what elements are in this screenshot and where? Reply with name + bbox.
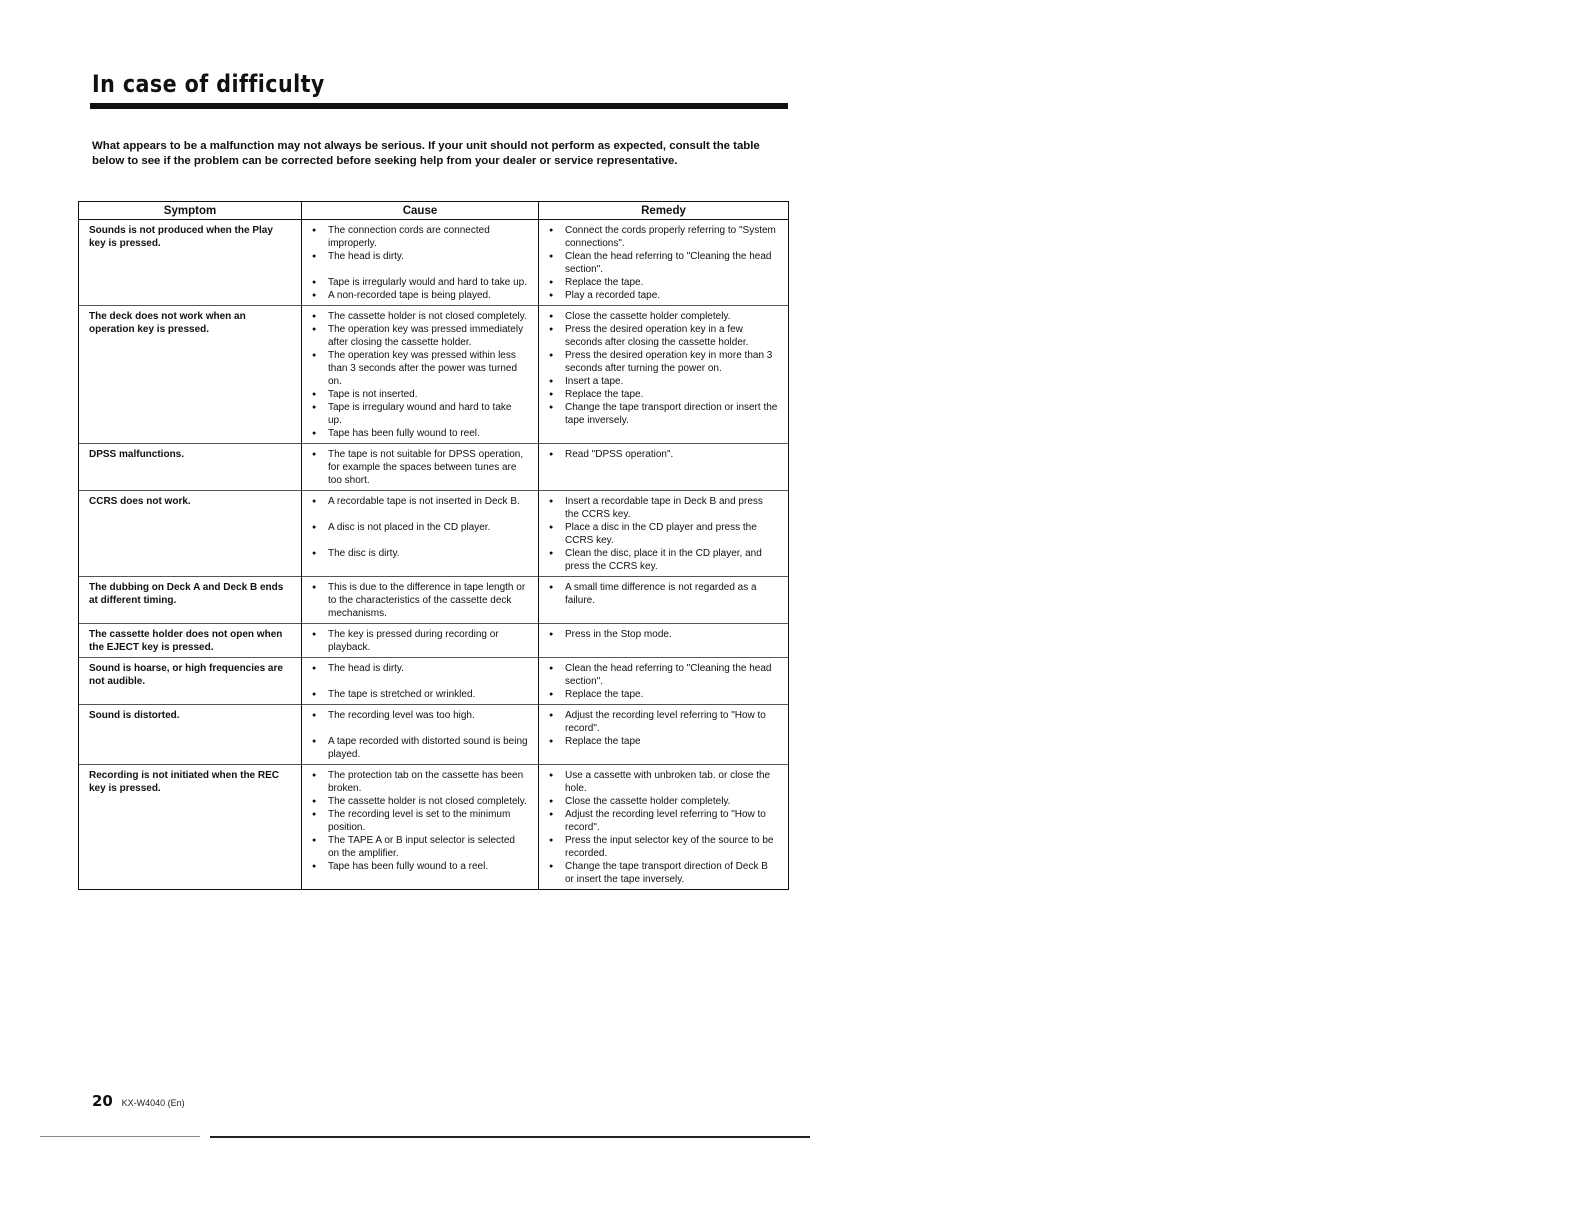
cause-cell bbox=[302, 624, 539, 658]
remedy-item: ● Press the input selector key of the source to be recorded. bbox=[549, 834, 778, 860]
cause-item: ● Tape is irregulary wound and hard to take up. bbox=[312, 401, 528, 427]
remedy-item: ● Replace the tape. bbox=[549, 276, 778, 289]
table-row bbox=[79, 705, 789, 765]
intro-text bbox=[92, 139, 792, 169]
cause-cell bbox=[302, 220, 539, 306]
remedy-item: ● Connect the cords properly referring to "System connections". bbox=[549, 224, 778, 250]
remedy-cell bbox=[539, 444, 789, 491]
cause-cell bbox=[302, 577, 539, 624]
table-header-row bbox=[79, 202, 789, 220]
symptom-cell: Sounds is not produced when the Play key is pressed. bbox=[79, 220, 302, 306]
cause-cell bbox=[302, 491, 539, 577]
cause-item: ● The operation key was pressed within less than 3 seconds after the power was turned on. bbox=[312, 349, 528, 388]
cause-item: ● A non-recorded tape is being played. bbox=[312, 289, 528, 302]
remedy-item: ● Insert a recordable tape in Deck B and press the CCRS key. bbox=[549, 495, 778, 521]
cause-item: ● Tape has been fully wound to reel. bbox=[312, 427, 528, 440]
symptom-cell: CCRS does not work. bbox=[79, 491, 302, 577]
troubleshooting-table bbox=[78, 201, 789, 890]
cause-item: ● Tape is irregularly would and hard to take up. bbox=[312, 276, 528, 289]
remedy-cell bbox=[539, 306, 789, 444]
remedy-item: ● A small time difference is not regarded as a failure. bbox=[549, 581, 778, 607]
table-row bbox=[79, 491, 789, 577]
table-row bbox=[79, 624, 789, 658]
symptom-cell: DPSS malfunctions. bbox=[79, 444, 302, 491]
table-row bbox=[79, 444, 789, 491]
cause-cell bbox=[302, 765, 539, 890]
intro-line-1: What appears to be a malfunction may not always be serious. If your unit should not perform as expected, consult the table bbox=[92, 140, 760, 152]
remedy-item: ● Change the tape transport direction of Deck B or insert the tape inversely. bbox=[549, 860, 778, 886]
header-remedy: Remedy bbox=[539, 202, 789, 220]
remedy-item: ● Replace the tape. bbox=[549, 388, 778, 401]
remedy-item: ● Replace the tape bbox=[549, 735, 778, 748]
remedy-item: ● Read "DPSS operation". bbox=[549, 448, 778, 461]
remedy-item: ● Clean the disc, place it in the CD player, and press the CCRS key. bbox=[549, 547, 778, 573]
cause-item: ● The protection tab on the cassette has been broken. bbox=[312, 769, 528, 795]
remedy-cell bbox=[539, 220, 789, 306]
cause-item: ● A disc is not placed in the CD player. bbox=[312, 521, 528, 534]
cause-item: ● The tape is not suitable for DPSS operation, for example the spaces between tunes are too short. bbox=[312, 448, 528, 487]
cause-item: ● The operation key was pressed immediately after closing the cassette holder. bbox=[312, 323, 528, 349]
cause-item: ● Tape has been fully wound to a reel. bbox=[312, 860, 528, 873]
remedy-item: ● Clean the head referring to "Cleaning the head section". bbox=[549, 250, 778, 276]
title-rule bbox=[90, 103, 788, 109]
remedy-item: ● Press in the Stop mode. bbox=[549, 628, 778, 641]
remedy-item: ● Replace the tape. bbox=[549, 688, 778, 701]
cause-item: ● The recording level was too high. bbox=[312, 709, 528, 722]
cause-item: ● A recordable tape is not inserted in Deck B. bbox=[312, 495, 528, 508]
remedy-item: ● Adjust the recording level referring to "How to record". bbox=[549, 808, 778, 834]
remedy-item: ● Clean the head referring to "Cleaning the head section". bbox=[549, 662, 778, 688]
remedy-item: ● Adjust the recording level referring to "How to record". bbox=[549, 709, 778, 735]
cause-cell bbox=[302, 705, 539, 765]
cause-item: ● The connection cords are connected improperly. bbox=[312, 224, 528, 250]
footer-rule-left bbox=[40, 1136, 200, 1137]
cause-item: ● The TAPE A or B input selector is selected on the amplifier. bbox=[312, 834, 528, 860]
remedy-cell bbox=[539, 491, 789, 577]
page-title: In case of difficulty bbox=[92, 70, 325, 98]
page-number: 20 bbox=[92, 1092, 113, 1110]
footer-rule bbox=[210, 1136, 810, 1138]
cause-item: ● The tape is stretched or wrinkled. bbox=[312, 688, 528, 701]
cause-item: ● The key is pressed during recording or playback. bbox=[312, 628, 528, 654]
cause-item: ● The recording level is set to the minimum position. bbox=[312, 808, 528, 834]
cause-item: ● The cassette holder is not closed completely. bbox=[312, 310, 528, 323]
remedy-item: ● Press the desired operation key in a few seconds after closing the cassette holder. bbox=[549, 323, 778, 349]
symptom-cell: Recording is not initiated when the REC key is pressed. bbox=[79, 765, 302, 890]
cause-item: ● This is due to the difference in tape length or to the characteristics of the cassette deck mechanisms. bbox=[312, 581, 528, 620]
cause-cell bbox=[302, 444, 539, 491]
model-label: KX-W4040 (En) bbox=[121, 1098, 185, 1108]
table-row bbox=[79, 658, 789, 705]
cause-item: ● The head is dirty. bbox=[312, 662, 528, 675]
remedy-cell bbox=[539, 658, 789, 705]
table-row bbox=[79, 577, 789, 624]
header-symptom: Symptom bbox=[79, 202, 302, 220]
intro-line-2: below to see if the problem can be corrected before seeking help from your dealer or service representative. bbox=[92, 155, 678, 167]
remedy-cell bbox=[539, 624, 789, 658]
remedy-item: ● Play a recorded tape. bbox=[549, 289, 778, 302]
remedy-item: ● Use a cassette with unbroken tab. or close the hole. bbox=[549, 769, 778, 795]
symptom-cell: Sound is hoarse, or high frequencies are not audible. bbox=[79, 658, 302, 705]
cause-item: ● The cassette holder is not closed completely. bbox=[312, 795, 528, 808]
remedy-item: ● Change the tape transport direction or insert the tape inversely. bbox=[549, 401, 778, 427]
table-row bbox=[79, 220, 789, 306]
remedy-item: ● Press the desired operation key in more than 3 seconds after turning the power on. bbox=[549, 349, 778, 375]
remedy-item: ● Close the cassette holder completely. bbox=[549, 310, 778, 323]
cause-item: ● Tape is not inserted. bbox=[312, 388, 528, 401]
remedy-item: ● Close the cassette holder completely. bbox=[549, 795, 778, 808]
cause-item: ● The disc is dirty. bbox=[312, 547, 528, 560]
table-row bbox=[79, 765, 789, 890]
symptom-cell: The dubbing on Deck A and Deck B ends at different timing. bbox=[79, 577, 302, 624]
symptom-cell: Sound is distorted. bbox=[79, 705, 302, 765]
cause-cell bbox=[302, 658, 539, 705]
header-cause: Cause bbox=[302, 202, 539, 220]
table-row bbox=[79, 306, 789, 444]
cause-cell bbox=[302, 306, 539, 444]
remedy-cell bbox=[539, 765, 789, 890]
cause-item: ● The head is dirty. bbox=[312, 250, 528, 263]
page-footer bbox=[92, 1092, 185, 1110]
symptom-cell: The cassette holder does not open when the EJECT key is pressed. bbox=[79, 624, 302, 658]
remedy-item: ● Insert a tape. bbox=[549, 375, 778, 388]
cause-item: ● A tape recorded with distorted sound is being played. bbox=[312, 735, 528, 761]
symptom-cell: The deck does not work when an operation key is pressed. bbox=[79, 306, 302, 444]
remedy-item: ● Place a disc in the CD player and press the CCRS key. bbox=[549, 521, 778, 547]
remedy-cell bbox=[539, 705, 789, 765]
remedy-cell bbox=[539, 577, 789, 624]
